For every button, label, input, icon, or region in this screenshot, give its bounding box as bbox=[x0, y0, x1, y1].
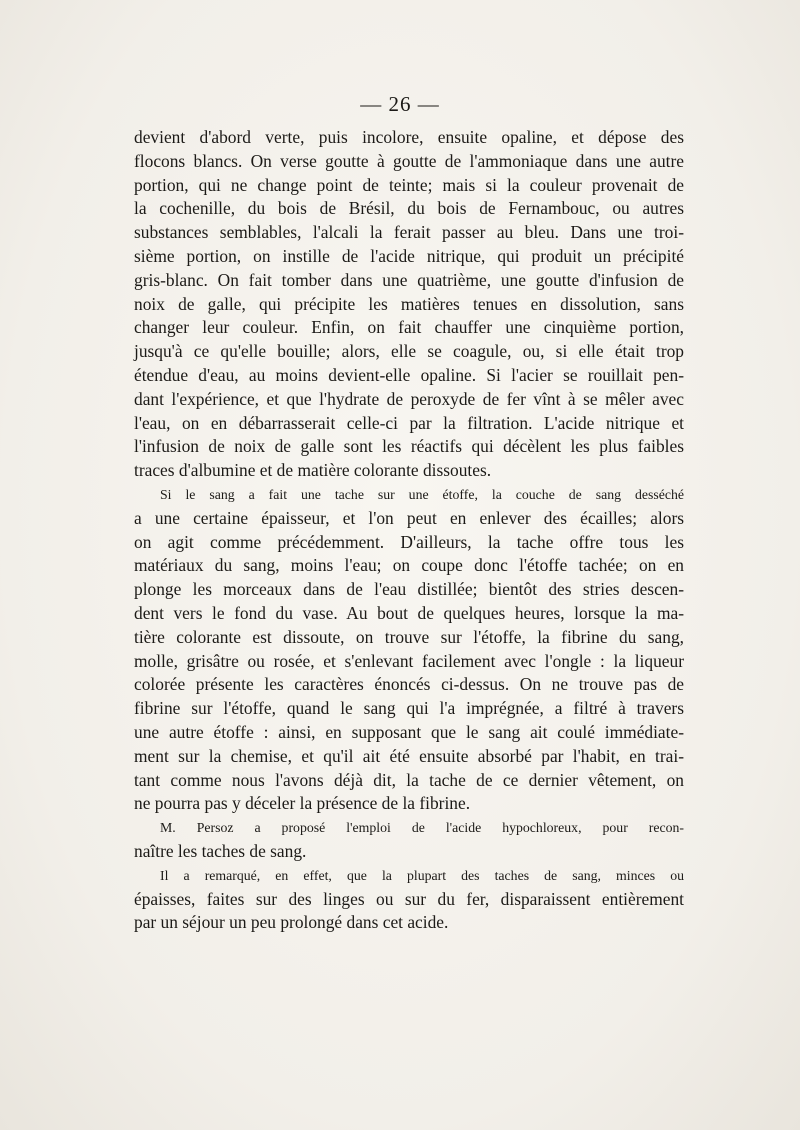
page-number: — 26 — bbox=[360, 92, 440, 116]
text-line: tière colorante est dissoute, on trouve sur l'étoffe, la fibrine du sang, bbox=[134, 626, 684, 647]
text-line: sième portion, on instille de l'acide nitrique, qui produit un précipité bbox=[134, 245, 684, 266]
text-line: colorée présente les caractères énoncés ci-dessus. On ne trouve pas de bbox=[134, 674, 684, 695]
text-line: changer leur couleur. Enfin, on fait chauffer une cinquième portion, bbox=[134, 317, 684, 338]
text-line: la cochenille, du bois de Brésil, du bois de Fernambouc, ou autres bbox=[134, 198, 684, 219]
text-line: molle, grisâtre ou rosée, et s'enlevant facilement avec l'ongle : la liqueur bbox=[134, 650, 684, 671]
text-line: naître les taches de sang. bbox=[134, 840, 307, 861]
text-line: ne pourra pas y déceler la présence de la fibrine. bbox=[134, 793, 471, 814]
text-line: traces d'albumine et de matière colorante dissoutes. bbox=[134, 460, 492, 481]
text-line: étendue d'eau, au moins devient-elle opaline. Si l'acier se rouillait pen- bbox=[134, 364, 684, 385]
text-line: Si le sang a fait une tache sur une étoffe, la couche de sang desséché bbox=[160, 486, 684, 502]
text-line: substances semblables, l'alcali la ferait passer au bleu. Dans une troi- bbox=[134, 222, 684, 243]
text-line: l'eau, on en débarrasserait celle-ci par la filtration. L'acide nitrique et bbox=[134, 412, 684, 433]
text-line: noix de galle, qui précipite les matières tenues en dissolution, sans bbox=[134, 293, 684, 314]
text-line: plonge les morceaux dans de l'eau distillée; bientôt des stries descen- bbox=[134, 579, 684, 600]
text-line: fibrine sur l'étoffe, quand le sang qui l'a imprégnée, a filtré à travers bbox=[134, 698, 684, 719]
text-line: matériaux du sang, moins l'eau; on coupe donc l'étoffe tachée; on en bbox=[134, 555, 684, 576]
paragraph bbox=[134, 816, 684, 864]
paragraph bbox=[134, 126, 684, 483]
text-line: jusqu'à ce qu'elle bouille; alors, elle se coagule, ou, si elle était trop bbox=[134, 341, 684, 362]
text-line: devient d'abord verte, puis incolore, ensuite opaline, et dépose des bbox=[134, 127, 684, 147]
text-line: tant comme nous l'avons déjà dit, la tache de ce dernier vêtement, on bbox=[134, 769, 684, 790]
text-line: dant l'expérience, et que l'hydrate de peroxyde de fer vînt à se mêler avec bbox=[134, 388, 684, 409]
text-line: l'infusion de noix de galle sont les réactifs qui décèlent les plus faibles bbox=[134, 436, 684, 457]
text-line: M. Persoz a proposé l'emploi de l'acide hypochloreux, pour recon- bbox=[160, 820, 684, 836]
body-text bbox=[134, 126, 684, 935]
text-line: une autre étoffe : ainsi, en supposant que le sang ait coulé immédiate- bbox=[134, 721, 684, 742]
text-line: dent vers le fond du vase. Au bout de quelques heures, lorsque la ma- bbox=[134, 602, 684, 623]
text-line: épaisses, faites sur des linges ou sur du fer, disparaissent entièrement bbox=[134, 888, 684, 909]
text-line: gris-blanc. On fait tomber dans une quatrième, une goutte d'infusion de bbox=[134, 269, 684, 290]
paragraph bbox=[134, 483, 684, 816]
text-line: Il a remarqué, en effet, que la plupart des taches de sang, minces ou bbox=[160, 867, 684, 883]
text-line: a une certaine épaisseur, et l'on peut en enlever des écailles; alors bbox=[134, 507, 684, 528]
text-line: ment sur la chemise, et qu'il ait été ensuite absorbé par l'habit, en trai- bbox=[134, 745, 684, 766]
paragraph bbox=[134, 864, 684, 935]
text-line: on agit comme précédemment. D'ailleurs, la tache offre tous les bbox=[134, 531, 684, 552]
text-line: portion, qui ne change point de teinte; mais si la couleur provenait de bbox=[134, 174, 684, 195]
text-line: par un séjour un peu prolongé dans cet acide. bbox=[134, 912, 449, 933]
text-line: flocons blancs. On verse goutte à goutte de l'ammoniaque dans une autre bbox=[134, 150, 684, 171]
